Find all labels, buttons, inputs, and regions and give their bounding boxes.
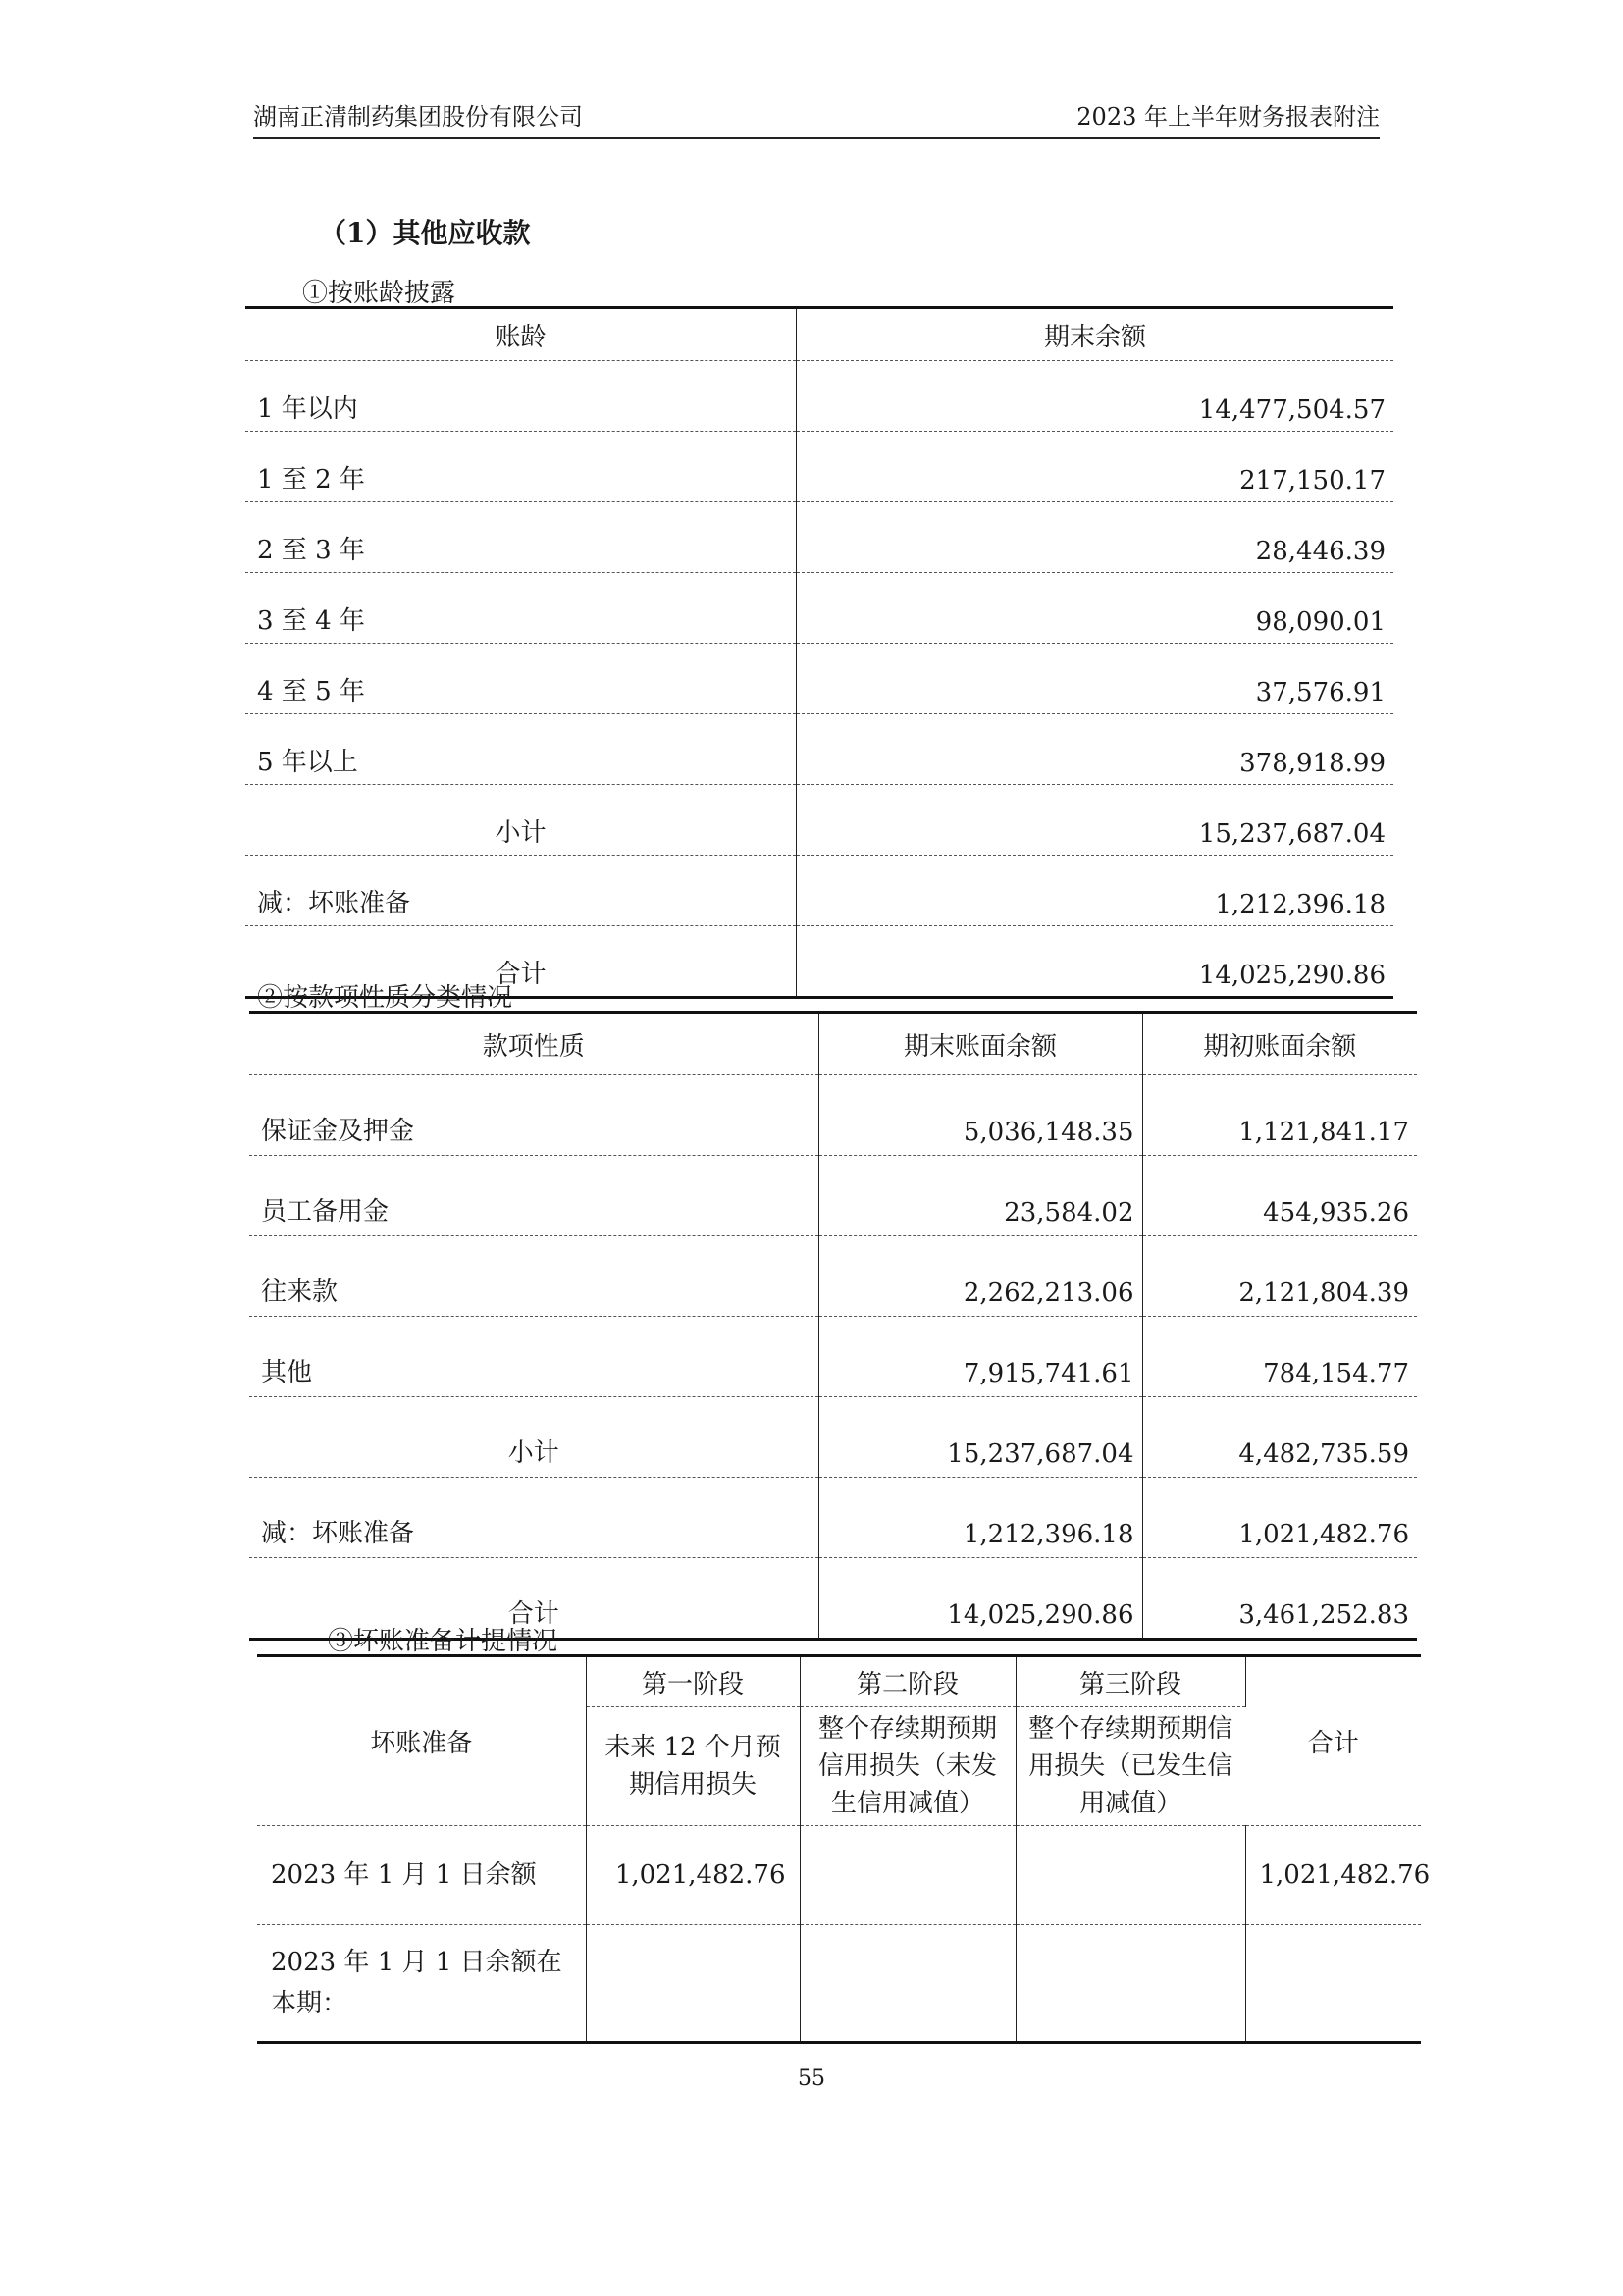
table-row	[245, 502, 1393, 573]
stage-1-value: 1,021,482.76	[586, 1826, 800, 1925]
ending-value: 7,915,741.61	[818, 1317, 1142, 1397]
table-row	[249, 1156, 1417, 1236]
stage-2-value	[800, 1826, 1016, 1925]
provision-table	[257, 1654, 1431, 2044]
row-label: 3 至 4 年	[245, 573, 797, 644]
ending-value: 2,262,213.06	[818, 1236, 1142, 1317]
aging-table	[245, 306, 1393, 999]
page-header	[253, 98, 1380, 139]
row-label: 合计	[249, 1558, 818, 1640]
opening-value: 4,482,735.59	[1142, 1397, 1417, 1478]
stage-1-value	[586, 1925, 800, 2043]
page-number: 55	[798, 2066, 825, 2091]
row-label: 2023 年 1 月 1 日余额	[257, 1826, 586, 1925]
subtotal-row	[245, 785, 1393, 856]
table-row	[245, 644, 1393, 714]
row-label: 小计	[245, 785, 797, 856]
aging-title: ①按账龄披露	[302, 279, 456, 308]
row-label: 合计	[245, 926, 797, 998]
table-row	[245, 361, 1393, 432]
column-header-nature: 款项性质	[249, 1013, 818, 1075]
row-value: 15,237,687.04	[797, 785, 1394, 856]
table-row	[245, 856, 1393, 926]
provision-title: ③坏账准备计提情况	[328, 1627, 558, 1656]
opening-value: 2,121,804.39	[1142, 1236, 1417, 1317]
row-label: 4 至 5 年	[245, 644, 797, 714]
column-header-ending-book-balance: 期末账面余额	[818, 1013, 1142, 1075]
row-value: 14,025,290.86	[797, 926, 1394, 998]
table-row	[249, 1236, 1417, 1317]
opening-value: 454,935.26	[1142, 1156, 1417, 1236]
opening-value: 3,461,252.83	[1142, 1558, 1417, 1640]
stage-3-description: 整个存续期预期信用损失（已发生信用减值）	[1016, 1707, 1245, 1826]
column-header-aging: 账龄	[245, 308, 797, 361]
row-label: 5 年以上	[245, 714, 797, 785]
row-label: 往来款	[249, 1236, 818, 1317]
table-header-row	[257, 1656, 1421, 1707]
ending-value: 1,212,396.18	[818, 1478, 1142, 1558]
row-value: 378,918.99	[797, 714, 1394, 785]
row-value: 217,150.17	[797, 432, 1394, 502]
row-label: 保证金及押金	[249, 1075, 818, 1156]
company-name: 湖南正清制药集团股份有限公司	[253, 103, 583, 130]
row-label: 2023 年 1 月 1 日余额在本期：	[257, 1925, 586, 2043]
row-label: 员工备用金	[249, 1156, 818, 1236]
stage-3-value	[1016, 1826, 1245, 1925]
column-header-opening-book-balance: 期初账面余额	[1142, 1013, 1417, 1075]
section-title: （1）其他应收款	[319, 217, 531, 249]
opening-value: 1,121,841.17	[1142, 1075, 1417, 1156]
opening-value: 784,154.77	[1142, 1317, 1417, 1397]
table-row	[249, 1317, 1417, 1397]
nature-title: ②按款项性质分类情况	[257, 983, 513, 1013]
row-label: 减：坏账准备	[245, 856, 797, 926]
column-header-provision: 坏账准备	[257, 1656, 586, 1826]
total-value	[1245, 1925, 1421, 2043]
column-header-ending-balance: 期末余额	[797, 308, 1394, 361]
column-header-stage-2: 第二阶段	[800, 1656, 1016, 1707]
row-value: 98,090.01	[797, 573, 1394, 644]
stage-3-value	[1016, 1925, 1245, 2043]
row-value: 28,446.39	[797, 502, 1394, 573]
table-row	[245, 432, 1393, 502]
stage-2-value	[800, 1925, 1016, 2043]
table-row	[249, 1075, 1417, 1156]
table-row	[245, 573, 1393, 644]
table-row	[257, 1826, 1421, 1925]
ending-value: 5,036,148.35	[818, 1075, 1142, 1156]
column-header-stage-1: 第一阶段	[586, 1656, 800, 1707]
total-value: 1,021,482.76	[1245, 1826, 1421, 1925]
row-value: 37,576.91	[797, 644, 1394, 714]
subtotal-row	[249, 1397, 1417, 1478]
stage-2-description: 整个存续期预期信用损失（未发生信用减值）	[800, 1707, 1016, 1826]
row-value: 14,477,504.57	[797, 361, 1394, 432]
stage-1-description: 未来 12 个月预期信用损失	[586, 1707, 800, 1826]
report-title: 2023 年上半年财务报表附注	[1076, 103, 1380, 130]
row-label: 小计	[249, 1397, 818, 1478]
nature-table	[249, 1011, 1417, 1641]
row-label: 减：坏账准备	[249, 1478, 818, 1558]
table-row	[245, 714, 1393, 785]
table-header-row	[245, 308, 1393, 361]
table-row	[257, 1925, 1421, 2043]
ending-value: 14,025,290.86	[818, 1558, 1142, 1640]
opening-value: 1,021,482.76	[1142, 1478, 1417, 1558]
row-value: 1,212,396.18	[797, 856, 1394, 926]
row-label: 1 至 2 年	[245, 432, 797, 502]
table-row	[249, 1478, 1417, 1558]
column-header-stage-3: 第三阶段	[1016, 1656, 1245, 1707]
ending-value: 23,584.02	[818, 1156, 1142, 1236]
row-label: 其他	[249, 1317, 818, 1397]
row-label: 1 年以内	[245, 361, 797, 432]
column-header-total: 合计	[1245, 1656, 1421, 1826]
ending-value: 15,237,687.04	[818, 1397, 1142, 1478]
table-header-row	[249, 1013, 1417, 1075]
row-label: 2 至 3 年	[245, 502, 797, 573]
